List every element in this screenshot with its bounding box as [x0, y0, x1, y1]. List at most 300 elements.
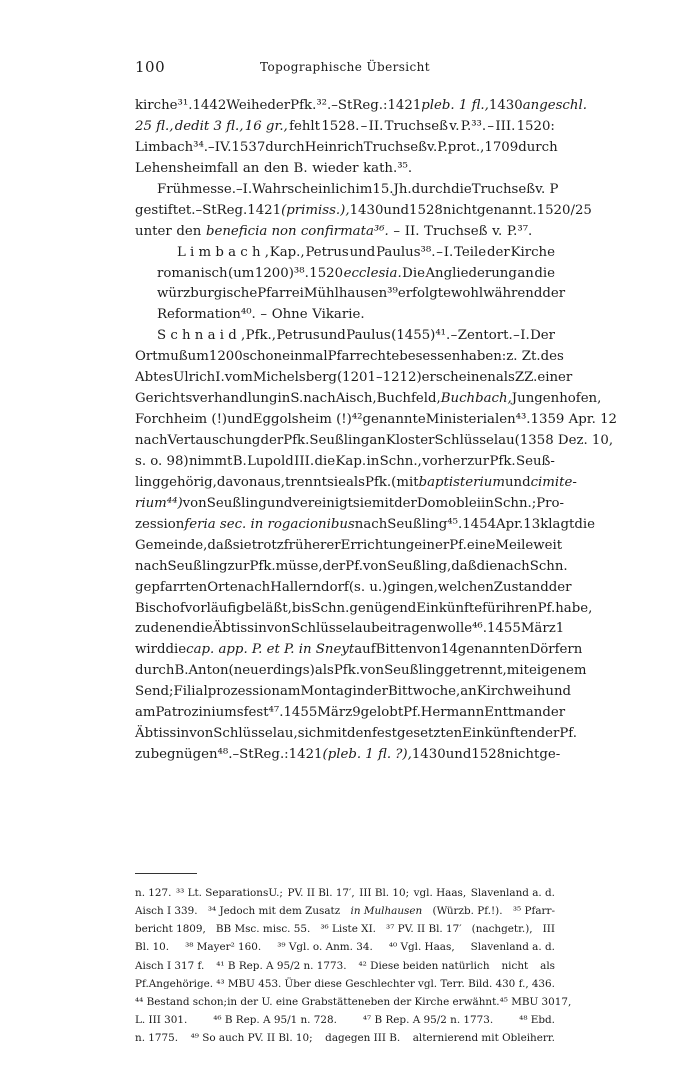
body-word: III. — [294, 453, 315, 469]
body-word: StReg. — [202, 202, 248, 218]
body-word: durch — [265, 139, 305, 155]
body-word: zu — [135, 621, 151, 637]
body-word: trennt — [284, 474, 328, 490]
body-word: Pf. — [403, 705, 421, 721]
body-word: und — [545, 684, 572, 700]
body-word: – — [195, 202, 203, 218]
footnote-word: ⁴⁸ Ebd. — [519, 1013, 555, 1026]
body-word: 1421 — [288, 747, 323, 763]
footnote-word: nicht — [501, 959, 529, 972]
body-word: Montag — [300, 684, 353, 700]
body-line — [135, 557, 568, 578]
footnote-word: ⁴⁴ Bestand schon; — [135, 995, 228, 1008]
body-word: – — [235, 181, 243, 197]
body-word: Seußling⁴⁵. — [387, 516, 463, 532]
body-word: vom — [224, 370, 253, 386]
body-word: für — [482, 600, 502, 616]
body-line — [135, 599, 593, 620]
body-word: und — [320, 328, 346, 344]
body-word: 16 gr., — [244, 118, 288, 134]
body-word: 1359 Apr. 12 — [530, 412, 617, 428]
body-word: wolle⁴⁶. — [436, 621, 487, 637]
body-word: kath.³⁵. — [363, 160, 413, 176]
body-word: müsse, — [275, 558, 323, 574]
body-word: z. Zt. — [506, 349, 541, 365]
body-line — [135, 138, 558, 159]
footnote-word: ⁴⁰ Vgl. Haas, — [388, 941, 455, 954]
body-word: s. o. 98) — [135, 453, 189, 469]
body-word: Gemeinde, — [135, 537, 208, 553]
body-word: ihren — [501, 600, 538, 616]
footnote-line — [135, 902, 555, 920]
footnote-word: BB Msc. misc. 55. — [215, 923, 311, 936]
body-word: vorläufig — [184, 600, 245, 616]
footnote-word: dagegen III B. — [325, 1032, 401, 1045]
body-word: davon — [216, 474, 258, 490]
body-word: und — [504, 474, 531, 490]
body-word: beitragen — [371, 621, 437, 637]
body-word: Wahrscheinlich — [252, 181, 356, 197]
body-word: nach — [135, 433, 168, 448]
body-word: (neuerdings) — [228, 663, 315, 679]
body-word: nach — [303, 391, 336, 407]
body-word: Hermann — [420, 705, 485, 721]
footnote-line — [135, 1011, 555, 1029]
footnote-word: Pf.Angehörige. — [135, 977, 214, 990]
body-word: der — [542, 286, 566, 302]
body-word: Anton — [188, 663, 229, 679]
body-word: Zentort. — [457, 328, 513, 344]
body-word: der — [542, 705, 566, 721]
body-word: getrennt, — [444, 663, 507, 679]
body-word: mit — [324, 726, 348, 742]
body-word: Schlüsselau — [434, 433, 515, 448]
body-word: ge- — [539, 747, 561, 763]
body-word: Reformation⁴⁰. — [157, 307, 256, 323]
footnote-line — [135, 938, 555, 956]
body-word: begnügen⁴⁸. — [150, 747, 233, 763]
body-word: v. P — [535, 181, 559, 197]
body-word: – — [450, 328, 458, 344]
body-word: B. — [293, 160, 308, 176]
body-word: genannten — [457, 642, 530, 658]
body-line — [135, 452, 555, 473]
body-line — [135, 661, 587, 682]
body-word: wird — [135, 642, 166, 658]
body-word: Die — [402, 265, 425, 281]
body-word: 1200 — [208, 349, 243, 365]
body-word: Errichtung — [340, 537, 415, 553]
body-word: (1358 Dez. 10, — [514, 433, 614, 448]
body-word: dedit 3 fl., — [174, 118, 244, 134]
body-word: baptisterium — [418, 474, 505, 490]
footnote-word: n. 127. — [135, 887, 172, 899]
footnote-word: vgl. Haas, — [413, 887, 467, 899]
body-word: und — [445, 747, 472, 763]
footnote-word: Slavenland a. d. — [470, 887, 555, 899]
body-word: Zustand — [493, 579, 549, 595]
body-word: an — [517, 265, 534, 281]
body-word: und — [266, 495, 293, 511]
footnote-line — [135, 884, 555, 902]
body-line — [135, 410, 617, 431]
body-word: daß — [451, 558, 477, 574]
footnote-line — [135, 1029, 555, 1047]
footnote-word: III — [542, 923, 555, 936]
body-word: Ort — [135, 349, 158, 365]
body-word: Vertauschung — [167, 433, 261, 448]
body-word: Vikarie. — [312, 307, 365, 323]
body-word: von — [416, 642, 441, 658]
body-line — [135, 284, 566, 305]
footnote-word: ³⁷ PV. II Bl. 17′ — [386, 923, 462, 936]
body-word: mit — [506, 663, 529, 679]
body-word: eine — [466, 537, 496, 553]
body-word: ling — [135, 474, 161, 490]
body-line — [135, 431, 614, 452]
body-word: ZZ. — [514, 370, 538, 386]
body-word: Enttman — [484, 705, 543, 721]
body-word: Eggolsheim (!)⁴² — [252, 412, 363, 428]
body-word: des — [540, 349, 564, 365]
body-word: Aisch, — [335, 391, 377, 407]
body-word: Bischof — [135, 600, 185, 616]
footnote-word: Über diese Geschlechter — [284, 977, 415, 990]
body-word: in — [366, 453, 380, 469]
body-word: Schn.; — [493, 495, 537, 511]
body-word: um — [187, 349, 209, 365]
body-word: Orte — [207, 579, 238, 595]
body-word: I. — [215, 370, 225, 386]
body-word: – — [487, 118, 495, 134]
body-word: Seußling, — [387, 558, 452, 574]
body-word: – — [232, 747, 240, 763]
body-word: Ohne — [271, 307, 308, 323]
body-word: in — [277, 391, 291, 407]
body-word: 14 — [440, 642, 458, 658]
footnote-rule — [135, 873, 197, 874]
body-word: Pf. — [449, 537, 467, 553]
body-word: mit — [371, 495, 395, 511]
body-word: sich — [297, 726, 325, 742]
body-word: Äbtissin — [212, 621, 267, 637]
body-word: – — [208, 139, 215, 155]
body-word: durch — [518, 139, 558, 155]
body-word: und — [349, 244, 376, 260]
body-word: 13 — [523, 516, 541, 532]
body-word: Pfk. — [333, 663, 360, 679]
body-word: unter — [135, 223, 172, 239]
body-word: cimite- — [530, 474, 577, 490]
body-word: Lehensheimfall — [135, 160, 239, 176]
body-word: der — [548, 579, 572, 595]
footnote-line — [135, 975, 555, 993]
body-word: kirche³¹. — [135, 98, 193, 113]
body-line — [135, 96, 587, 117]
footnote-word: 430 f., — [495, 977, 529, 990]
body-word: einer — [414, 537, 450, 553]
footnote-word: alternierend mit Obleiherr. — [412, 1032, 555, 1045]
body-word: 25 fl., — [135, 118, 174, 134]
body-word: die — [534, 265, 555, 281]
body-word: Weihe — [226, 98, 268, 113]
body-word: prot., — [447, 139, 485, 155]
body-word: L i m b a c h , — [177, 244, 269, 260]
body-word: März — [520, 621, 556, 637]
body-word: Teile — [454, 244, 487, 260]
body-word: Truchseß — [363, 139, 428, 155]
body-word: genügend — [349, 600, 417, 616]
body-word: Pfarrei — [257, 286, 304, 302]
body-word: Bitten — [375, 642, 417, 658]
body-word: beläßt, — [244, 600, 292, 616]
body-word: gepfarrten — [135, 579, 208, 595]
body-word: den — [176, 223, 202, 239]
body-word: Jungenhofen, — [511, 391, 602, 407]
body-word: auf — [354, 642, 376, 658]
body-word: Schlüsselau, — [213, 726, 298, 742]
body-word: (s. u.) — [348, 579, 388, 595]
body-word: Dörfern — [529, 642, 583, 658]
body-word: gelobt — [360, 705, 404, 721]
body-word: die — [165, 642, 187, 658]
body-word: nicht — [505, 747, 540, 763]
body-word: StReg.: — [239, 747, 289, 763]
body-word: Michelsberg — [252, 370, 337, 386]
footnote-word: n. 1775. — [135, 1032, 179, 1045]
body-word: 1528 — [471, 747, 506, 763]
footnote-word: Slavenland a. d. — [470, 941, 555, 954]
body-word: früherer — [283, 537, 341, 553]
body-word: 1430 — [488, 98, 523, 113]
body-word: einer — [537, 370, 573, 386]
footnote-word: (Würzb. Pf.!). — [432, 905, 503, 918]
body-word: Lupold — [247, 453, 294, 469]
body-word: würzburgische — [157, 286, 258, 302]
body-word: I. — [443, 244, 454, 260]
body-word: 1520 — [309, 265, 344, 281]
footnote-word: ³⁹ Vgl. o. Anm. 34. — [277, 941, 373, 954]
body-word: genannte — [362, 412, 426, 428]
body-word: Schn. — [529, 558, 568, 574]
body-word: Pfk. — [489, 453, 516, 469]
body-word: I. — [520, 328, 530, 344]
body-line — [135, 745, 561, 766]
body-word: (1455)⁴¹. — [391, 328, 451, 344]
body-word: Send; — [135, 684, 174, 700]
body-word: Ulrich — [173, 370, 216, 386]
body-word: trotz — [251, 537, 284, 553]
body-word: eigenem — [528, 663, 587, 679]
body-word: Patroziniumsfest⁴⁷. — [155, 705, 284, 721]
body-word: zur — [467, 453, 490, 469]
body-word: der — [365, 684, 389, 700]
body-word: v. — [427, 139, 438, 155]
footnote-word: bericht 1809, — [135, 923, 206, 936]
body-word: einmal — [282, 349, 328, 365]
body-line — [135, 389, 602, 410]
body-word: (1201–1212) — [336, 370, 422, 386]
body-text — [135, 96, 617, 766]
body-word: und — [383, 202, 410, 218]
body-word: während — [483, 286, 543, 302]
body-word: die — [314, 453, 336, 469]
body-word: am — [279, 684, 301, 700]
body-word: klagt — [540, 516, 575, 532]
body-word: 1 — [555, 621, 565, 637]
body-word: genannt. — [477, 202, 537, 218]
body-word: besessen — [399, 349, 461, 365]
body-word: gehörig, — [160, 474, 217, 490]
body-word: Jh. — [393, 181, 412, 197]
body-word: Pfk. — [365, 474, 392, 490]
body-word: Der — [530, 328, 555, 344]
body-word: im — [355, 181, 373, 197]
body-line — [135, 368, 573, 389]
body-word: 1455 — [486, 621, 521, 637]
body-word: Seuß- — [515, 453, 555, 469]
body-word: und — [227, 412, 253, 428]
body-word: 1430 — [349, 202, 384, 218]
footnote-word: 436. — [531, 977, 555, 990]
body-word: die — [476, 558, 498, 574]
body-word: bis — [291, 600, 312, 616]
body-word: sie — [232, 537, 252, 553]
body-word: zur — [227, 558, 250, 574]
body-word: der — [394, 495, 417, 511]
body-word: daß — [207, 537, 233, 553]
body-word: welchen — [437, 579, 494, 595]
body-word: aus, — [257, 474, 285, 490]
footnote-word: ⁴² Diese beiden natürlich — [358, 959, 490, 972]
body-word: zession — [135, 516, 185, 532]
body-word: pleb. 1 fl., — [421, 98, 489, 113]
body-word: an — [242, 160, 260, 176]
body-word: sie — [352, 495, 372, 511]
body-word: cap. app. P. et P. in Sneyt — [186, 642, 355, 658]
footnote-word: ⁴⁷ B Rep. A 95/2 n. 1773. — [362, 1013, 494, 1026]
footnote-word: ³³ Lt. SeparationsU.; — [175, 887, 283, 899]
body-word: durch — [135, 663, 175, 679]
body-word: Truchseß — [471, 181, 536, 197]
footnote-line — [135, 957, 555, 975]
body-word: Einkünften — [462, 726, 537, 742]
body-word: rium⁴⁴) — [135, 495, 183, 511]
body-word: Paulus — [346, 328, 391, 344]
body-word: Apr. — [496, 516, 524, 532]
body-word: in — [481, 495, 494, 511]
body-word: 1442 — [192, 98, 227, 113]
body-word: Petrus — [276, 328, 320, 344]
body-word: Angliederung — [425, 265, 517, 281]
body-word: Einkünfte — [416, 600, 483, 616]
body-word: an — [460, 684, 477, 700]
body-line — [135, 159, 555, 180]
body-word: von — [266, 621, 291, 637]
body-word: P.³⁷. — [506, 223, 533, 239]
body-word: muß — [157, 349, 188, 365]
body-word: StReg.: — [337, 98, 388, 113]
body-word: I. — [242, 181, 253, 197]
body-word: weit — [533, 537, 563, 553]
page-number: 100 — [135, 58, 166, 76]
body-word: Gerichtsverhandlung — [135, 391, 278, 407]
body-word: Limbach³⁴. — [135, 139, 209, 155]
body-word: Hallerndorf — [270, 579, 349, 595]
body-word: als — [495, 370, 515, 386]
body-word: 1520/25 — [536, 202, 592, 218]
body-word: Domoblei — [416, 495, 482, 511]
footnote-word: in der U. eine Grabstätte — [227, 995, 358, 1008]
body-word: Seußling — [384, 663, 445, 679]
body-line — [135, 222, 555, 243]
body-word: 1528 — [409, 202, 443, 218]
body-word: – — [331, 98, 338, 113]
body-word: Schlüsselau — [290, 621, 372, 637]
body-word: S. — [290, 391, 304, 407]
footnote-word: Aisch I 339. — [135, 905, 198, 918]
body-word: durch — [411, 181, 452, 197]
body-line — [135, 264, 555, 285]
body-word: Petrus — [305, 244, 349, 260]
body-word: – — [513, 328, 520, 344]
footnote-word: ⁴³ MBU 453. — [216, 977, 282, 990]
body-word: fehlt — [289, 118, 321, 134]
body-word: Seußling — [167, 558, 228, 574]
footnote-word: L. III 301. — [135, 1013, 188, 1026]
body-word: Truchseß — [424, 223, 488, 239]
body-word: Filialprozession — [173, 684, 280, 700]
body-word: 1430 — [411, 747, 446, 763]
body-line — [135, 180, 559, 201]
body-word: romanisch — [157, 265, 228, 281]
footnote-word: ³⁸ Mayer² 160. — [185, 941, 262, 954]
body-word: II. — [404, 223, 420, 239]
body-line — [135, 703, 566, 724]
body-word: zu — [135, 747, 151, 763]
body-word: März — [317, 705, 353, 721]
body-word: schon — [242, 349, 283, 365]
body-word: Abtes — [135, 370, 174, 386]
body-word: am — [135, 705, 156, 721]
body-word: Bittwoche, — [388, 684, 461, 700]
body-word: Pf. — [537, 600, 556, 616]
body-word: als — [314, 663, 334, 679]
body-word: Heinrich — [304, 139, 364, 155]
body-word: II. — [368, 118, 384, 134]
footnote-word: Aisch I 317 f. — [135, 959, 205, 972]
body-word: Mühlhausen³⁹ — [303, 286, 398, 302]
body-line — [135, 536, 563, 557]
body-word: Schn., — [379, 453, 422, 469]
footnote-word: PV. II Bl. 17′, — [287, 887, 355, 899]
body-word: nach — [497, 558, 530, 574]
body-word: als — [345, 474, 365, 490]
body-word: der — [267, 98, 291, 113]
footnote-word: in Mulhausen — [350, 905, 423, 918]
body-word: erfolgte — [397, 286, 451, 302]
body-word: Pfk., — [245, 328, 277, 344]
body-word: 1421 — [247, 202, 282, 218]
body-word: erscheinen — [421, 370, 496, 386]
body-word: Seußling — [206, 495, 267, 511]
body-word: – — [260, 307, 268, 323]
body-line — [135, 473, 577, 494]
body-word: festgesetzten — [371, 726, 463, 742]
body-word: 1528. — [321, 118, 360, 134]
body-word: Pfk.³². — [290, 98, 332, 113]
page-header — [135, 58, 555, 80]
